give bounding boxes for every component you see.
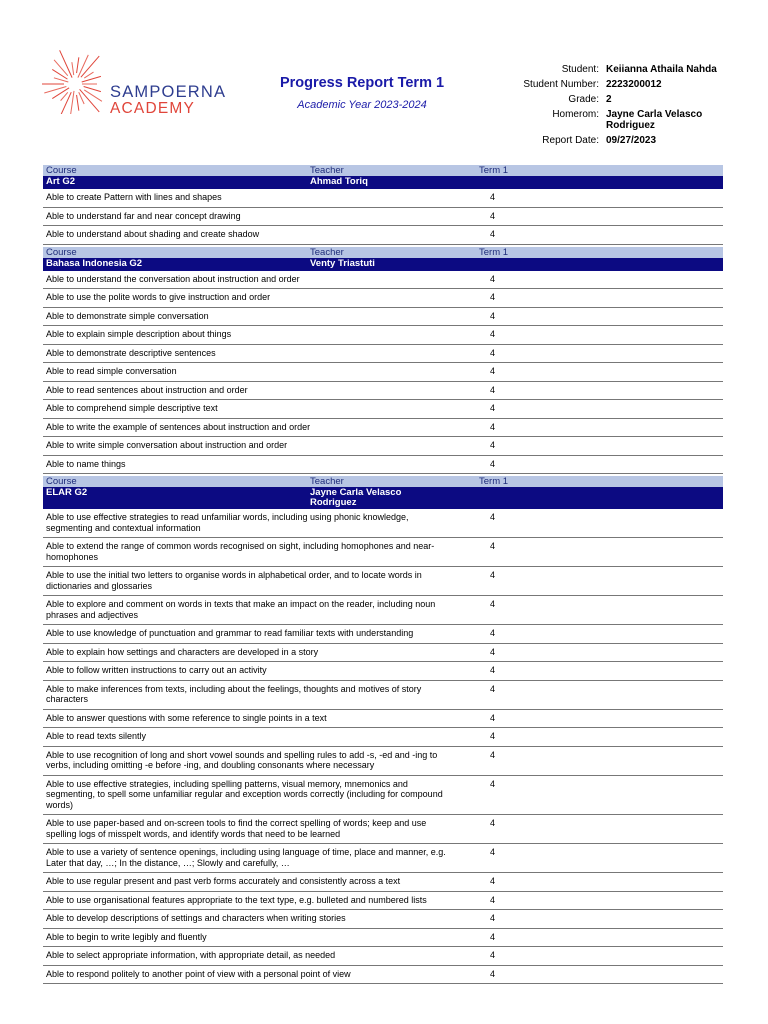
term-score: 4: [490, 913, 496, 923]
objective-row: [43, 596, 723, 625]
course-name: Art G2: [46, 176, 76, 187]
school-name-line1: SAMPOERNA: [110, 83, 227, 101]
objective-description: Able to use regular present and past verb forms accurately and consistently across a text: [46, 876, 401, 886]
term-score: 4: [490, 818, 496, 828]
objective-row: [43, 363, 723, 382]
term-score: 4: [490, 749, 496, 760]
objective-row: [43, 662, 723, 681]
info-value: Jayne Carla Velasco Rodriguez: [606, 109, 703, 131]
objective-row: [43, 345, 723, 364]
objective-row: [43, 400, 723, 419]
term-score: 4: [490, 570, 496, 580]
objective-row: [43, 308, 723, 327]
course-name: Bahasa Indonesia G2: [46, 257, 143, 269]
term-score: 4: [490, 347, 496, 358]
teacher-name: Jayne Carla Velasco Rodriguez: [310, 487, 402, 508]
objective-row: [43, 226, 723, 245]
report-title: Progress Report Term 1: [279, 75, 445, 91]
objective-description: Able to select appropriate information, with appropriate detail, as needed: [46, 950, 336, 960]
objective-row: [43, 844, 723, 873]
term-score: 4: [490, 778, 496, 789]
objective-row: [43, 947, 723, 966]
term-score: 4: [490, 712, 496, 723]
info-value: Keiianna Athaila Nahda: [606, 64, 717, 75]
school-name-line2: ACADEMY: [110, 100, 196, 117]
objective-description: Able to use paper-based and on-screen tools to find the correct spelling of words; keep and use spelling logs of misspelt words, and identify words that need to be learned: [46, 818, 427, 839]
objective-row: [43, 437, 723, 456]
objective-description: Able to use knowledge of punctuation and grammar to read familiar texts with understanding: [46, 628, 414, 638]
info-label: Student Number:: [523, 79, 599, 90]
objective-row: [43, 419, 723, 438]
objective-description: Able to comprehend simple descriptive text: [46, 403, 218, 413]
info-label: Grade:: [568, 94, 599, 105]
objective-description: Able to understand about shading and create shadow: [46, 229, 260, 239]
objective-description: Able to use the initial two letters to organise words in alphabetical order, and to locate words in dictionaries and glossaries: [46, 570, 422, 591]
term-score: 4: [490, 731, 496, 741]
course-name: ELAR G2: [46, 487, 88, 498]
teacher-column-header: Teacher: [310, 165, 344, 176]
term-score: 4: [490, 894, 496, 905]
objective-description: Able to use organisational features appropriate to the text type, e.g. bulleted and numbered lists: [46, 894, 427, 905]
objective-description: Able to name things: [46, 458, 126, 469]
term-score: 4: [490, 458, 496, 469]
term-score: 4: [490, 512, 496, 522]
objective-row: [43, 910, 723, 929]
objective-row: [43, 728, 723, 747]
course-column-header: Course: [46, 476, 77, 487]
objective-row: [43, 208, 723, 227]
objective-description: Able to use effective strategies to read unfamiliar words, including using phonic knowledge, segmenting and contextual information: [46, 512, 409, 533]
student-info: [490, 64, 740, 150]
term-score: 4: [490, 683, 496, 694]
term-column-header: Term 1: [479, 476, 509, 487]
info-label: Report Date:: [542, 135, 599, 146]
objective-description: Able to demonstrate simple conversation: [46, 310, 209, 321]
info-label: Student:: [561, 64, 599, 75]
term-column-header: Term 1: [479, 165, 509, 176]
term-score: 4: [490, 210, 496, 221]
info-row: [490, 109, 740, 131]
objective-row: [43, 289, 723, 308]
objective-row: [43, 873, 723, 892]
column-header-row: [43, 165, 723, 176]
objective-row: [43, 326, 723, 345]
teacher-column-header: Teacher: [310, 476, 344, 487]
objective-row: [43, 509, 723, 538]
info-row: [490, 135, 740, 146]
objective-description: Able to use effective strategies, including spelling patterns, visual memory, mnemonics and segmenting, to spell some unfamiliar regular and exception words correctly (including for compound words): [46, 778, 443, 810]
info-value: 2: [606, 94, 612, 105]
course-column-header: Course: [46, 165, 77, 176]
term-score: 4: [490, 421, 496, 432]
report-subtitle: Academic Year 2023-2024: [297, 99, 427, 111]
term-score: 4: [490, 847, 496, 857]
objective-description: Able to create Pattern with lines and shapes: [46, 192, 222, 202]
column-header-row: [43, 476, 723, 487]
term-score: 4: [490, 931, 496, 942]
term-score: 4: [490, 273, 496, 284]
term-score: 4: [490, 968, 496, 979]
objective-row: [43, 815, 723, 844]
teacher-name: Ahmad Toriq: [310, 176, 368, 187]
term-score: 4: [490, 192, 496, 202]
objective-description: Able to follow written instructions to carry out an activity: [46, 665, 267, 675]
info-label: Homerom:: [552, 109, 599, 120]
column-header-row: [43, 247, 723, 258]
objective-description: Able to use the polite words to give instruction and order: [46, 292, 271, 302]
objective-description: Able to explore and comment on words in texts that make an impact on the reader, including noun phrases and adjectives: [46, 599, 436, 620]
course-band: [43, 487, 723, 509]
term-score: 4: [490, 440, 496, 450]
objective-description: Able to begin to write legibly and fluently: [46, 931, 207, 942]
objective-description: Able to write simple conversation about instruction and order: [46, 440, 288, 450]
teacher-column-header: Teacher: [310, 246, 344, 258]
objective-row: [43, 382, 723, 401]
objective-description: Able to read sentences about instruction and order: [46, 384, 248, 395]
term-score: 4: [490, 366, 496, 376]
term-score: 4: [490, 329, 496, 339]
objective-row: [43, 710, 723, 729]
objective-description: Able to demonstrate descriptive sentences: [46, 347, 216, 358]
course-column-header: Course: [46, 246, 77, 258]
objective-row: [43, 644, 723, 663]
term-column-header: Term 1: [479, 246, 509, 258]
term-score: 4: [490, 229, 496, 239]
info-value: 2223200012: [606, 79, 662, 90]
objective-row: [43, 681, 723, 710]
objective-description: Able to read texts silently: [46, 731, 147, 741]
teacher-name: Venty Triastuti: [310, 257, 375, 269]
term-score: 4: [490, 541, 496, 551]
sunburst-logo-icon: [42, 48, 108, 114]
objective-description: Able to extend the range of common words recognised on sight, including homophones and near-homophones: [46, 541, 435, 562]
objective-row: [43, 456, 723, 475]
info-row: [490, 79, 740, 90]
term-score: 4: [490, 599, 496, 609]
objective-row: [43, 776, 723, 816]
school-logo: [42, 48, 242, 118]
objective-row: [43, 567, 723, 596]
objective-description: Able to respond politely to another point of view with a personal point of view: [46, 968, 351, 979]
term-score: 4: [490, 950, 496, 960]
info-row: [490, 64, 740, 75]
term-score: 4: [490, 384, 496, 395]
report-table: [43, 163, 723, 984]
term-score: 4: [490, 310, 496, 321]
objective-description: Able to use recognition of long and short vowel sounds and spelling rules to add -s, -ed and -ing to verbs, including omitting -e before -ing, and doubling consonants where necessary: [46, 749, 438, 770]
objective-description: Able to understand the conversation about instruction and order: [46, 273, 300, 284]
objective-description: Able to explain simple description about things: [46, 329, 232, 339]
term-score: 4: [490, 665, 496, 675]
objective-description: Able to use a variety of sentence openings, including using language of time, place and manner, e.g. Later that day, …; In the distance, …; Slowly and carefully, …: [46, 847, 446, 868]
objective-row: [43, 625, 723, 644]
course-band: [43, 258, 723, 271]
objective-description: Able to write the example of sentences about instruction and order: [46, 421, 311, 432]
objective-description: Able to answer questions with some reference to single points in a text: [46, 712, 327, 723]
objective-description: Able to develop descriptions of settings and characters when writing stories: [46, 913, 346, 923]
objective-row: [43, 892, 723, 911]
term-score: 4: [490, 292, 496, 302]
term-score: 4: [490, 876, 496, 886]
objective-row: [43, 929, 723, 948]
objective-row: [43, 538, 723, 567]
objective-description: Able to make inferences from texts, including about the feelings, thoughts and motives of story characters: [46, 683, 422, 704]
term-score: 4: [490, 628, 496, 638]
objective-row: [43, 189, 723, 208]
objective-description: Able to read simple conversation: [46, 366, 177, 376]
objective-description: Able to understand far and near concept drawing: [46, 210, 241, 221]
info-value: 09/27/2023: [606, 135, 657, 146]
objective-row: [43, 747, 723, 776]
term-score: 4: [490, 403, 496, 413]
info-row: [490, 94, 740, 105]
course-band: [43, 176, 723, 189]
objective-description: Able to explain how settings and characters are developed in a story: [46, 646, 319, 657]
objective-row: [43, 271, 723, 290]
term-score: 4: [490, 646, 496, 657]
objective-row: [43, 966, 723, 985]
